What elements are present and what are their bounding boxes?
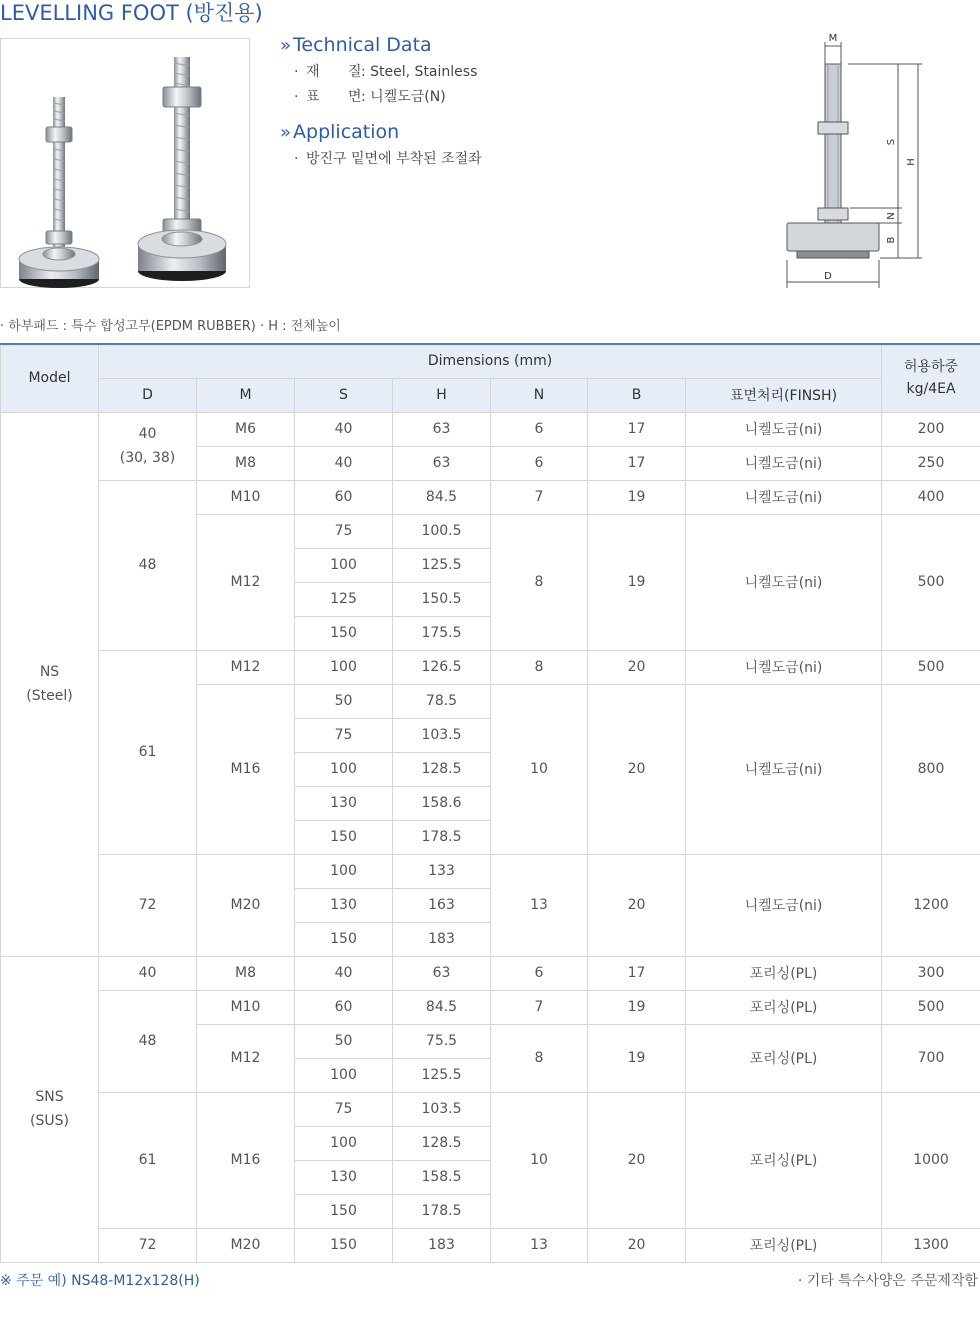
- cell-s: 75: [295, 718, 393, 752]
- cell-s: 100: [295, 650, 393, 684]
- note-top: · 하부패드 : 특수 합성고무(EPDM RUBBER) · H : 전체높이: [0, 319, 341, 334]
- cell-b: 19: [588, 1024, 686, 1092]
- cell-finish: 포리싱(PL): [686, 1024, 882, 1092]
- header-model: Model: [1, 344, 99, 412]
- cell-load: 1000: [882, 1092, 980, 1228]
- cell-finish: 니켈도금(ni): [686, 480, 882, 514]
- cell-s: 75: [295, 1092, 393, 1126]
- table-row: [1, 412, 980, 446]
- cell-s: 60: [295, 480, 393, 514]
- technical-data-section: [280, 34, 700, 172]
- custom-note: · 기타 특수사양은 주문제작함: [797, 1273, 978, 1289]
- cell-h: 183: [393, 922, 491, 956]
- cell-s: 130: [295, 1160, 393, 1194]
- cell-s: 50: [295, 684, 393, 718]
- cell-s: 100: [295, 752, 393, 786]
- dim-label-b: B: [886, 236, 897, 244]
- cell-h: 178.5: [393, 820, 491, 854]
- cell-d: 61: [99, 1092, 197, 1228]
- cell-d: 72: [99, 854, 197, 956]
- cell-b: 20: [588, 1092, 686, 1228]
- dim-label-n: N: [886, 212, 897, 220]
- header-n: N: [491, 378, 588, 412]
- cell-finish: 니켈도금(ni): [686, 684, 882, 854]
- table-row: [1, 650, 980, 684]
- application-item: · 방진구 밑면에 부착된 조절좌: [294, 151, 482, 167]
- cell-h: 63: [393, 956, 491, 990]
- cell-d: 72: [99, 1228, 197, 1262]
- cell-s: 150: [295, 1194, 393, 1228]
- table-row: [1, 854, 980, 888]
- cell-s: 100: [295, 1058, 393, 1092]
- cell-n: 13: [491, 1228, 588, 1262]
- table-row: [1, 1228, 980, 1262]
- cell-load: 500: [882, 514, 980, 650]
- cell-load: 800: [882, 684, 980, 854]
- cell-h: 126.5: [393, 650, 491, 684]
- cell-load: 500: [882, 650, 980, 684]
- cell-s: 100: [295, 548, 393, 582]
- cell-n: 7: [491, 480, 588, 514]
- cell-b: 19: [588, 480, 686, 514]
- cell-finish: 니켈도금(ni): [686, 412, 882, 446]
- cell-m: M16: [197, 684, 295, 854]
- header-load: 허용하중 kg/4EA: [882, 344, 980, 412]
- product-photo: [0, 38, 250, 288]
- cell-h: 103.5: [393, 1092, 491, 1126]
- cell-finish: 니켈도금(ni): [686, 446, 882, 480]
- cell-d: 48: [99, 990, 197, 1092]
- cell-n: 6: [491, 446, 588, 480]
- cell-s: 60: [295, 990, 393, 1024]
- cell-finish: 니켈도금(ni): [686, 854, 882, 956]
- table-row: [1, 956, 980, 990]
- cell-b: 17: [588, 956, 686, 990]
- header-h: H: [393, 378, 491, 412]
- cell-h: 158.6: [393, 786, 491, 820]
- cell-n: 10: [491, 684, 588, 854]
- cell-m: M12: [197, 514, 295, 650]
- cell-s: 130: [295, 786, 393, 820]
- cell-d: 48: [99, 480, 197, 650]
- cell-d: 40: [99, 956, 197, 990]
- cell-b: 20: [588, 684, 686, 854]
- cell-load: 1200: [882, 854, 980, 956]
- cell-finish: 포리싱(PL): [686, 1092, 882, 1228]
- dimension-diagram: [770, 30, 940, 295]
- cell-load: 500: [882, 990, 980, 1024]
- cell-h: 158.5: [393, 1160, 491, 1194]
- cell-h: 133: [393, 854, 491, 888]
- header-dimensions: Dimensions (mm): [99, 344, 882, 378]
- cell-model: SNS (SUS): [1, 956, 99, 1262]
- cell-finish: 포리싱(PL): [686, 990, 882, 1024]
- cell-h: 75.5: [393, 1024, 491, 1058]
- dim-label-s: S: [886, 138, 897, 146]
- cell-h: 63: [393, 412, 491, 446]
- table-row: [1, 990, 980, 1024]
- cell-b: 19: [588, 990, 686, 1024]
- cell-d: 40 (30, 38): [99, 412, 197, 480]
- cell-b: 19: [588, 514, 686, 650]
- cell-m: M8: [197, 956, 295, 990]
- cell-n: 8: [491, 650, 588, 684]
- cell-n: 6: [491, 956, 588, 990]
- cell-h: 183: [393, 1228, 491, 1262]
- technical-data-heading: » Technical Data: [280, 34, 432, 56]
- cell-n: 7: [491, 990, 588, 1024]
- cell-model: NS (Steel): [1, 412, 99, 956]
- header-finish: 표면처리(FINSH): [686, 378, 882, 412]
- dim-label-d: D: [824, 271, 832, 282]
- table-row: [1, 1092, 980, 1126]
- cell-m: M10: [197, 990, 295, 1024]
- cell-h: 125.5: [393, 548, 491, 582]
- cell-m: M20: [197, 1228, 295, 1262]
- cell-b: 17: [588, 412, 686, 446]
- cell-n: 8: [491, 514, 588, 650]
- cell-b: 20: [588, 650, 686, 684]
- cell-load: 300: [882, 956, 980, 990]
- cell-h: 84.5: [393, 990, 491, 1024]
- cell-b: 17: [588, 446, 686, 480]
- cell-s: 40: [295, 956, 393, 990]
- header-d: D: [99, 378, 197, 412]
- cell-m: M8: [197, 446, 295, 480]
- cell-load: 200: [882, 412, 980, 446]
- cell-h: 84.5: [393, 480, 491, 514]
- cell-s: 40: [295, 412, 393, 446]
- cell-n: 10: [491, 1092, 588, 1228]
- dim-label-m: M: [828, 33, 838, 44]
- cell-m: M12: [197, 650, 295, 684]
- spec-surface: · 표 면 : 니켈도금(N): [294, 89, 446, 105]
- cell-m: M16: [197, 1092, 295, 1228]
- cell-n: 8: [491, 1024, 588, 1092]
- cell-s: 150: [295, 820, 393, 854]
- cell-m: M20: [197, 854, 295, 956]
- dim-label-h: H: [906, 158, 917, 166]
- cell-s: 150: [295, 616, 393, 650]
- cell-h: 128.5: [393, 1126, 491, 1160]
- cell-n: 13: [491, 854, 588, 956]
- cell-load: 400: [882, 480, 980, 514]
- cell-m: M6: [197, 412, 295, 446]
- cell-load: 700: [882, 1024, 980, 1092]
- cell-s: 75: [295, 514, 393, 548]
- cell-s: 100: [295, 1126, 393, 1160]
- cell-h: 128.5: [393, 752, 491, 786]
- cell-h: 63: [393, 446, 491, 480]
- raquo-icon: »: [280, 35, 292, 56]
- cell-h: 125.5: [393, 1058, 491, 1092]
- cell-h: 178.5: [393, 1194, 491, 1228]
- table-row: [1, 480, 980, 514]
- cell-b: 20: [588, 1228, 686, 1262]
- cell-s: 150: [295, 1228, 393, 1262]
- header-b: B: [588, 378, 686, 412]
- application-heading: » Application: [280, 121, 400, 143]
- header-s: S: [295, 378, 393, 412]
- spec-table: [0, 343, 980, 1263]
- raquo-icon: »: [280, 122, 292, 143]
- cell-h: 100.5: [393, 514, 491, 548]
- order-example: ※ 주문 예) NS48-M12x128(H): [0, 1273, 200, 1289]
- cell-n: 6: [491, 412, 588, 446]
- cell-s: 100: [295, 854, 393, 888]
- cell-finish: 포리싱(PL): [686, 1228, 882, 1262]
- cell-finish: 니켈도금(ni): [686, 650, 882, 684]
- cell-finish: 니켈도금(ni): [686, 514, 882, 650]
- cell-m: M10: [197, 480, 295, 514]
- cell-h: 103.5: [393, 718, 491, 752]
- cell-load: 250: [882, 446, 980, 480]
- cell-h: 163: [393, 888, 491, 922]
- header-m: M: [197, 378, 295, 412]
- cell-h: 150.5: [393, 582, 491, 616]
- cell-s: 130: [295, 888, 393, 922]
- cell-load: 1300: [882, 1228, 980, 1262]
- cell-h: 175.5: [393, 616, 491, 650]
- cell-h: 78.5: [393, 684, 491, 718]
- cell-s: 125: [295, 582, 393, 616]
- cell-d: 61: [99, 650, 197, 854]
- cell-m: M12: [197, 1024, 295, 1092]
- spec-material: · 재 질 : Steel, Stainless: [294, 64, 478, 80]
- cell-finish: 포리싱(PL): [686, 956, 882, 990]
- cell-s: 50: [295, 1024, 393, 1058]
- cell-b: 20: [588, 854, 686, 956]
- cell-s: 150: [295, 922, 393, 956]
- page-title: LEVELLING FOOT (방진용): [0, 1, 263, 25]
- cell-s: 40: [295, 446, 393, 480]
